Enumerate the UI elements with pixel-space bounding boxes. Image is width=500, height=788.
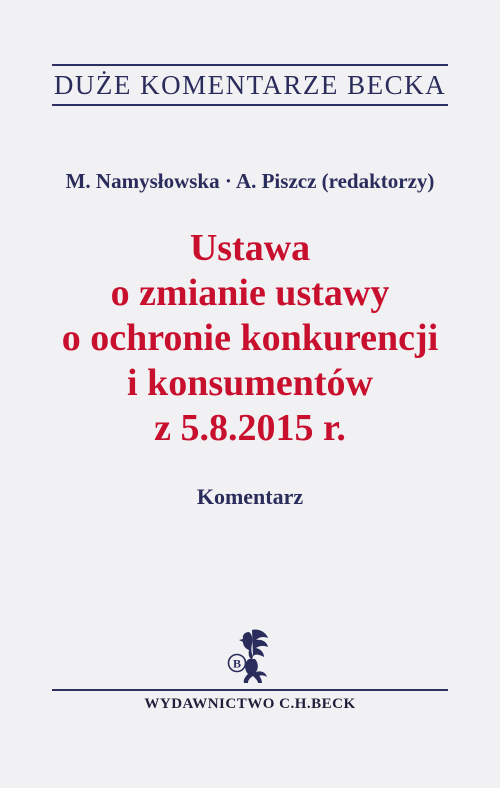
title-line: o ochronie konkurencji bbox=[61, 317, 439, 359]
authors: M. Namysłowska · A. Piszcz (redaktorzy) bbox=[65, 169, 435, 193]
title-line: i konsumentów bbox=[127, 362, 373, 404]
publisher-name: WYDAWNICTWO C.H.BECK bbox=[144, 696, 356, 712]
logo-letter: B bbox=[232, 656, 242, 671]
publisher-rule bbox=[52, 689, 448, 691]
title-line: z 5.8.2015 r. bbox=[154, 407, 346, 449]
series-top-rule bbox=[52, 64, 448, 66]
griffin-publisher-logo-icon bbox=[222, 626, 280, 686]
series-bottom-rule bbox=[52, 104, 448, 106]
book-title bbox=[0, 226, 500, 451]
title-line: Ustawa bbox=[189, 227, 311, 269]
book-subtitle: Komentarz bbox=[196, 484, 304, 509]
series-name: DUŻE KOMENTARZE BECKA bbox=[53, 70, 447, 100]
title-line: o zmianie ustawy bbox=[110, 272, 390, 314]
